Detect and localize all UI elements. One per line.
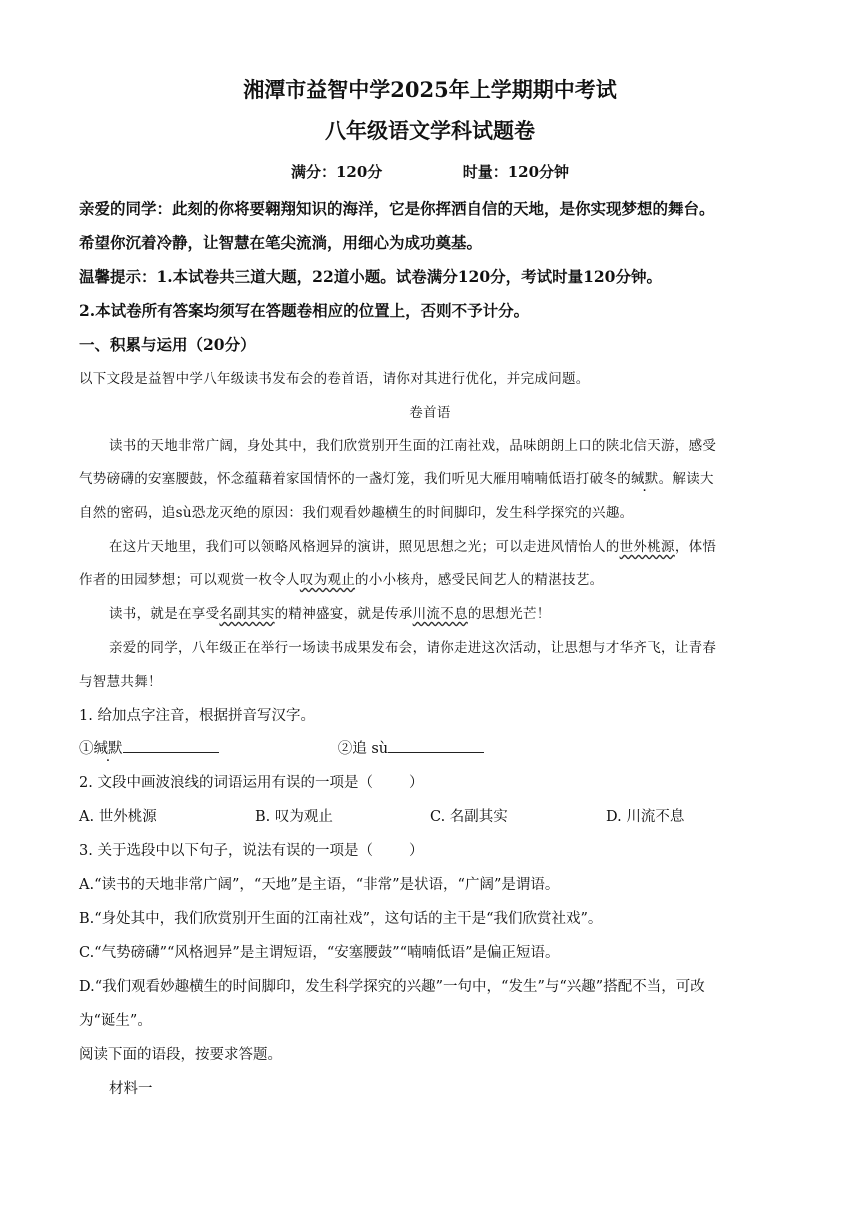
passage-p2-line2: 作者的田园梦想；可以观赏一枚令人叹为观止的小小核舟，感受民间艺人的精湛技艺。 xyxy=(79,572,604,588)
section-lead: 以下文段是益智中学八年级读书发布会的卷首语，请你对其进行优化，并完成问题。 xyxy=(79,371,590,387)
q3-option-d-line2: 为“诞生”。 xyxy=(79,1013,152,1029)
q3-option-b: B.“身处其中，我们欣赏别开生面的江南社戏”，这句话的主干是“我们欣赏社戏”。 xyxy=(79,911,603,927)
q3-option-c: C.“气势磅礴”“风格迥异”是主谓短语，“安塞腰鼓”“喃喃低语”是偏正短语。 xyxy=(79,945,560,961)
answer-blank-2[interactable] xyxy=(388,738,484,753)
passage-p4-line1: 亲爱的同学，八年级正在举行一场读书成果发布会，请你走进这次活动，让思想与才华齐飞，让青春 xyxy=(109,640,717,656)
exam-subtitle: 八年级语文学科试题卷 xyxy=(325,118,535,143)
passage-p4-line2: 与智慧共舞！ xyxy=(79,674,162,690)
q3-option-d-line1: D.“我们观看妙趣横生的时间脚印，发生科学探究的兴趣”一句中，“发生”与“兴趣”搭配不当，可改 xyxy=(79,979,705,995)
q3-option-a: A.“读书的天地非常广阔”，“天地”是主语，“非常”是状语，“广阔”是谓语。 xyxy=(79,877,560,893)
passage-p3: 读书，就是在享受名副其实的精神盛宴，就是传承川流不息的思想光芒！ xyxy=(109,606,551,622)
wavy-word-2: 叹为观止 xyxy=(299,572,356,588)
intro-line-2: 希望你沉着冷静，让智慧在笔尖流淌，用细心为成功奠基。 xyxy=(79,233,483,252)
passage-p2-line1: 在这片天地里，我们可以领略风格迥异的演讲，照见思想之光；可以走进风情怡人的世外桃源，体悟 xyxy=(109,539,717,555)
dotted-word-jianmo-q: 缄默 xyxy=(93,741,123,757)
exam-meta xyxy=(0,161,860,182)
section-heading: 一、积累与运用（20分） xyxy=(79,335,256,354)
answer-blank-1[interactable] xyxy=(123,738,219,753)
tip-line-1: 温馨提示：1.本试卷共三道大题，22道小题。试卷满分120分，考试时量120分钟。 xyxy=(79,267,662,286)
passage-p1-line1: 读书的天地非常广阔，身处其中，我们欣赏别开生面的江南社戏，品味朗朗上口的陕北信天游，感受 xyxy=(109,438,717,454)
wavy-word-1: 世外桃源 xyxy=(619,539,675,555)
passage-title: 卷首语 xyxy=(409,405,451,421)
wavy-word-4: 川流不息 xyxy=(412,606,468,622)
tip-line-2: 2.本试卷所有答案均须写在答题卷相应的位置上，否则不予计分。 xyxy=(79,301,530,320)
passage-p1-line3: 自然的密码，追sù恐龙灭绝的原因：我们观看妙趣横生的时间脚印，发生科学探究的兴趣。 xyxy=(79,505,634,521)
wavy-word-3: 名副其实 xyxy=(219,606,275,622)
passage-p1-line2: 气势磅礴的安塞腰鼓，怀念蕴藉着家国情怀的一盏灯笼，我们听见大雁用喃喃低语打破冬的缄默。解读大 xyxy=(79,471,714,487)
q2-stem: 2. 文段中画波浪线的词语运用有误的一项是（ ） xyxy=(79,775,424,791)
material-label: 材料一 xyxy=(109,1081,153,1097)
dotted-word-jianmo: 缄默 xyxy=(631,471,659,487)
q2-option-d: D. 川流不息 xyxy=(606,809,685,825)
q1-answers: ①缄默 ②追 sù xyxy=(79,737,799,758)
intro-line-1: 亲爱的同学：此刻的你将要翱翔知识的海洋，它是你挥洒自信的天地，是你实现梦想的舞台。 xyxy=(79,199,715,218)
q2-option-b: B. 叹为观止 xyxy=(255,809,333,825)
exam-title: 湘潭市益智中学2025年上学期期中考试 xyxy=(243,77,617,102)
full-score: 满分：120分 xyxy=(290,163,383,181)
time-limit: 时量：120分钟 xyxy=(462,163,570,181)
q2-option-c: C. 名副其实 xyxy=(430,809,508,825)
q1-stem: 1. 给加点字注音，根据拼音写汉字。 xyxy=(79,708,315,724)
q3-stem: 3. 关于选段中以下句子，说法有误的一项是（ ） xyxy=(79,843,424,859)
q2-option-a: A. 世外桃源 xyxy=(79,809,157,825)
reading-lead: 阅读下面的语段，按要求答题。 xyxy=(79,1047,282,1063)
